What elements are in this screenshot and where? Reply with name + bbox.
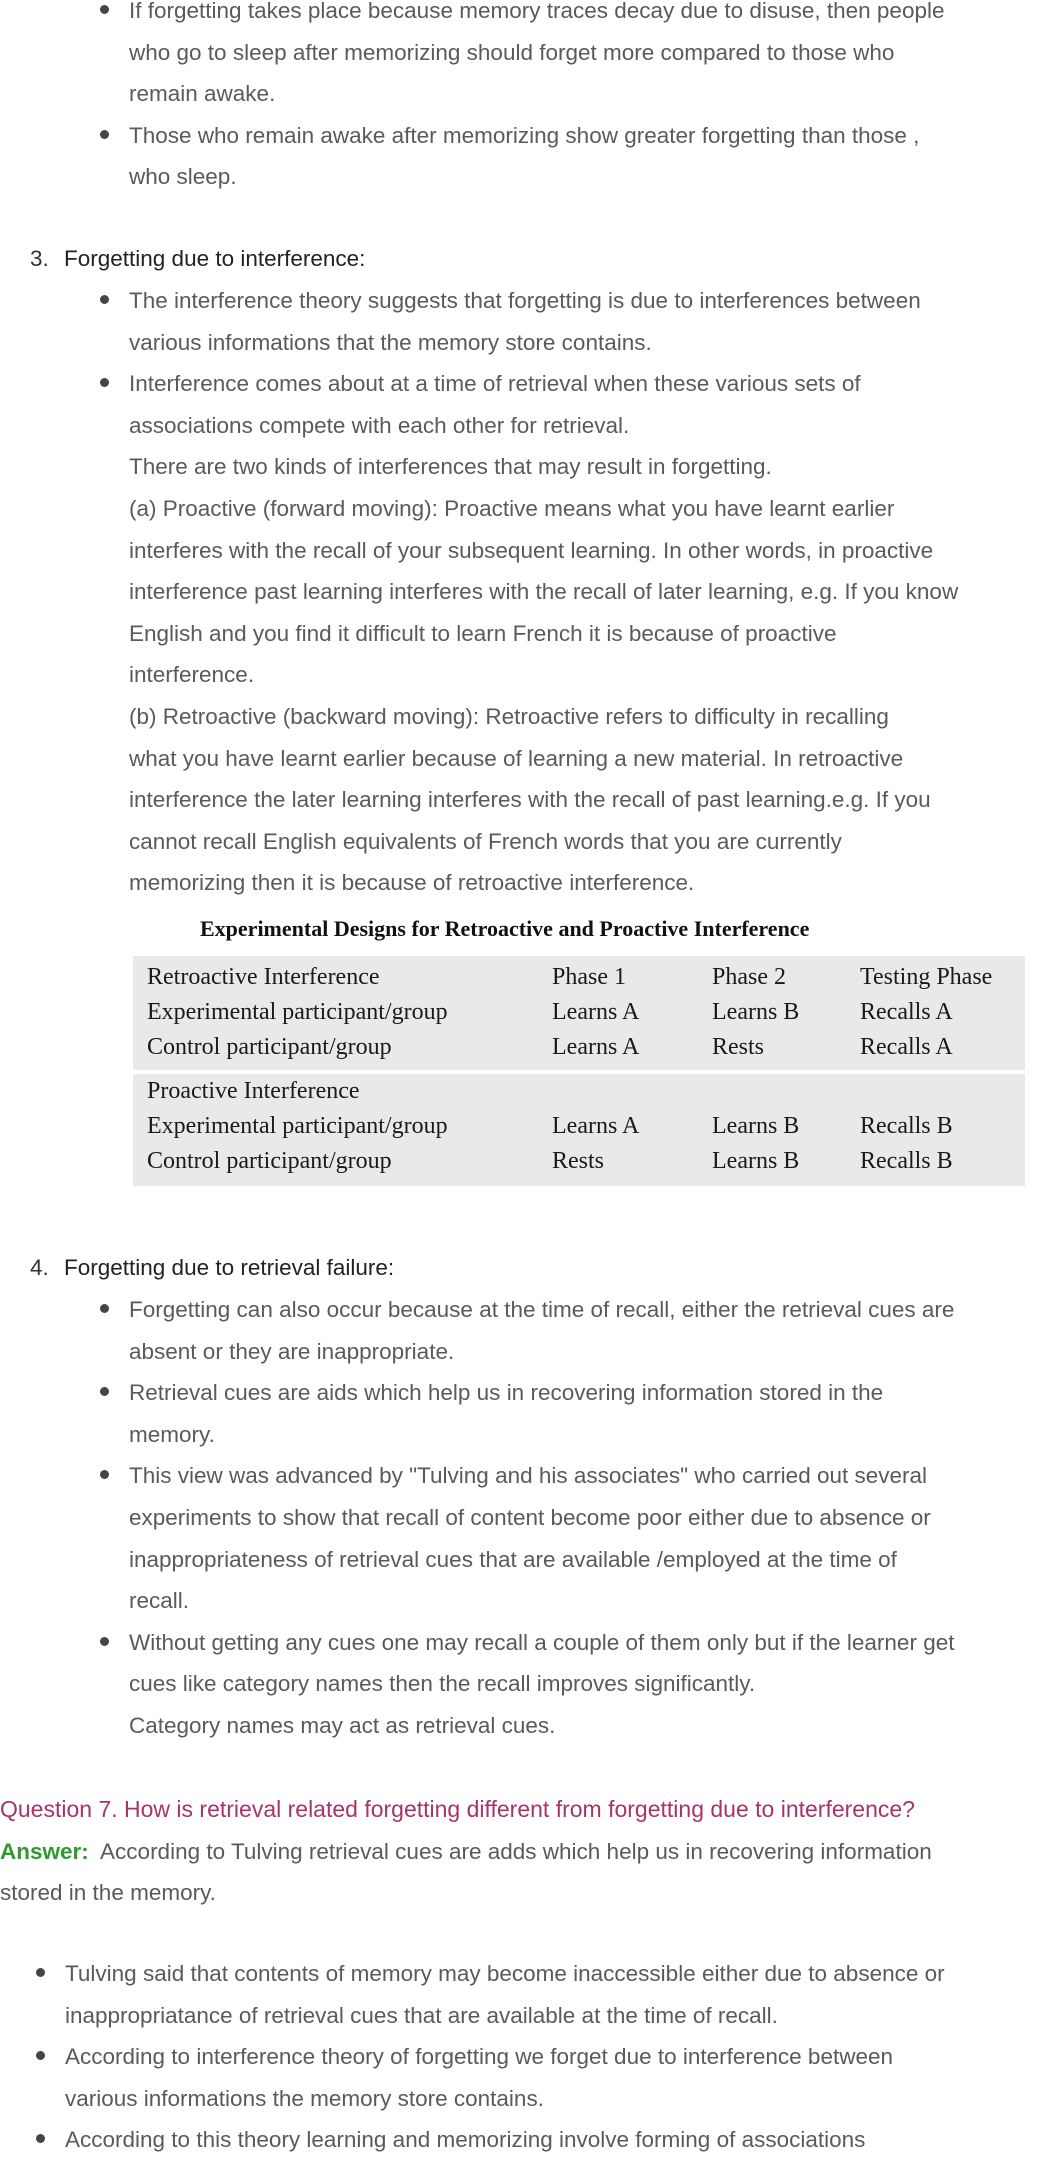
text-line: There are two kinds of interferences that may result in forgetting. (129, 454, 772, 480)
text-line: Tulving said that contents of memory may become inaccessible either due to absence or (65, 1961, 945, 1986)
table-cell: Experimental participant/group (147, 1113, 448, 1139)
list-item (0, 1372, 1055, 1455)
table-cell: Recalls B (860, 1148, 953, 1174)
table-cell: Rests (712, 1034, 765, 1060)
question-block (0, 1789, 1055, 1914)
text-line: (b) Retroactive (backward moving): Retroactive refers to difficulty in recalling (129, 703, 889, 729)
list-item (0, 115, 1055, 198)
table-cell: Control participant/group (147, 1034, 392, 1060)
text-line: various informations that the memory store contains. (129, 329, 652, 355)
top-bullet-list (0, 0, 1055, 198)
text-line: If forgetting takes place because memory traces decay due to disuse, then people (129, 0, 945, 23)
answer-line (0, 1831, 1055, 1873)
text-line: absent or they are inappropriate. (129, 1338, 455, 1364)
list-item (0, 0, 1055, 115)
list-item (0, 1289, 1055, 1372)
table-cell: Learns A (552, 1034, 640, 1060)
text-line: cannot recall English equivalents of French words that you are currently (129, 828, 842, 854)
section-number: 3. (30, 246, 49, 271)
bullet-icon (100, 1470, 109, 1479)
text-line: Without getting any cues one may recall a couple of them only but if the learner get (129, 1629, 955, 1655)
list-item (0, 1455, 1055, 1621)
text-line: various informations the memory store contains. (65, 2085, 544, 2111)
proactive-table (133, 1074, 1025, 1186)
text-line: memory. (129, 1421, 215, 1447)
table-cell: Phase 2 (712, 964, 786, 990)
text-line: remain awake. (129, 81, 276, 107)
table-cell: Experimental participant/group (147, 999, 448, 1025)
table-cell: Learns B (712, 1113, 800, 1139)
table-caption: Experimental Designs for Retroactive and Proactive Interference (200, 916, 810, 941)
table-cell: Rests (552, 1148, 605, 1174)
bullet-icon (100, 1637, 109, 1646)
text-line: This view was advanced by "Tulving and his associates" who carried out several (129, 1463, 928, 1489)
final-bullet-list (0, 1953, 1055, 2161)
bullet-icon (100, 378, 109, 387)
text-line: (a) Proactive (forward moving): Proactive means what you have learnt earlier (129, 495, 895, 521)
text-line: interference. (129, 662, 255, 688)
answer-text: stored in the memory. (0, 1880, 216, 1906)
table-row (133, 1109, 1025, 1144)
list-item (0, 2119, 1055, 2161)
text-line: Retrieval cues are aids which help us in recovering information stored in the (129, 1380, 884, 1406)
text-line: Forgetting can also occur because at the time of recall, either the retrieval cues are (129, 1297, 955, 1322)
section-4-heading (0, 1247, 394, 1289)
bullet-icon (100, 1304, 109, 1313)
text-line: who sleep. (129, 164, 237, 190)
table-cell: Learns B (712, 999, 800, 1025)
bullet-icon (100, 130, 109, 139)
text-line: what you have learnt earlier because of learning a new material. In retroactive (129, 745, 904, 771)
retroactive-table (133, 956, 1025, 1070)
text-line: The interference theory suggests that forgetting is due to interferences between (129, 288, 921, 313)
table-cell: Recalls B (860, 1113, 953, 1139)
bullet-icon (100, 5, 109, 14)
answer-text: According to Tulving retrieval cues are adds which help us in recovering information (100, 1838, 932, 1864)
text-line: memorizing then it is because of retroactive interference. (129, 870, 695, 896)
section-number: 4. (30, 1255, 49, 1280)
table-cell: Control participant/group (147, 1148, 392, 1174)
table-row (133, 995, 1025, 1030)
table-cell: Proactive Interference (147, 1078, 360, 1104)
answer-label: Answer: (0, 1838, 89, 1864)
bullet-icon (36, 2051, 45, 2060)
section-4-list (0, 1289, 1055, 1747)
question-text: Question 7. How is retrieval related forgetting different from forgetting due to interference? (0, 1796, 915, 1822)
list-item (0, 1953, 1055, 2036)
table-header-row (133, 1074, 1025, 1109)
table-cell: Recalls A (860, 1034, 953, 1060)
bullet-icon (100, 295, 109, 304)
text-line: experiments to show that recall of content become poor either due to absence or (129, 1504, 931, 1530)
text-line: who go to sleep after memorizing should forget more compared to those who (129, 39, 895, 65)
text-line: Interference comes about at a time of retrieval when these various sets of (129, 371, 861, 397)
list-item (0, 280, 1055, 363)
bullet-icon (36, 1968, 45, 1977)
text-line: interference past learning interferes with the recall of later learning, e.g. If you know (129, 579, 959, 605)
bullet-icon (36, 2134, 45, 2143)
section-title: Forgetting due to interference: (64, 246, 366, 271)
table-header-row (133, 960, 1025, 995)
list-item (0, 1622, 1055, 1747)
text-line: According to this theory learning and memorizing involve forming of associations (65, 2127, 866, 2153)
table-cell: Recalls A (860, 999, 953, 1025)
table-cell: Learns A (552, 999, 640, 1025)
text-line: recall. (129, 1588, 190, 1614)
table-row (133, 1144, 1025, 1179)
text-line: inappropriateness of retrieval cues that are available /employed at the time of (129, 1546, 897, 1572)
table-cell: Retroactive Interference (147, 964, 380, 990)
section-title: Forgetting due to retrieval failure: (64, 1255, 395, 1280)
text-line: inappropriatance of retrieval cues that are available at the time of recall. (65, 2002, 778, 2028)
text-line: interference the later learning interferes with the recall of past learning.e.g. If you (129, 787, 931, 813)
table-cell: Learns A (552, 1113, 640, 1139)
list-item (0, 2036, 1055, 2119)
text-line: According to interference theory of forgetting we forget due to interference between (65, 2044, 893, 2070)
text-line: Those who remain awake after memorizing show greater forgetting than those , (129, 122, 920, 148)
table-cell: Phase 1 (552, 964, 626, 990)
text-line: Category names may act as retrieval cues. (129, 1712, 556, 1738)
list-item (0, 363, 1055, 904)
text-line: cues like category names then the recall improves significantly. (129, 1671, 756, 1697)
section-3-list (0, 280, 1055, 904)
table-cell: Learns B (712, 1148, 800, 1174)
section-3-heading (0, 238, 365, 280)
bullet-icon (100, 1387, 109, 1396)
text-line: associations compete with each other for retrieval. (129, 412, 630, 438)
table-row (133, 1030, 1025, 1065)
text-line: English and you find it difficult to learn French it is because of proactive (129, 620, 837, 646)
table-cell: Testing Phase (860, 964, 993, 990)
text-line: interferes with the recall of your subsequent learning. In other words, in proactive (129, 537, 934, 563)
